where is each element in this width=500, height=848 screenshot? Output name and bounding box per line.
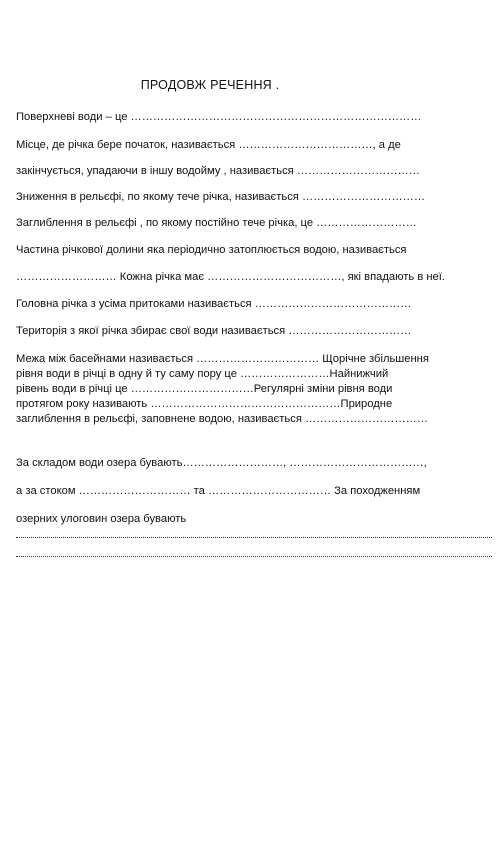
line-water-regime: протягом року називають ……………………………………………Природне [16, 398, 393, 410]
line-river-system: Головна річка з усіма притоками називається …………………………………… [16, 298, 412, 310]
line-river-basin: Територія з якої річка збирає свої води називається …………………………… [16, 325, 412, 337]
line-river-mouth: закінчується, упадаючи в іншу водойму , називається …………………………… [16, 165, 420, 177]
line-tributaries: ……………………… Кожна річка має ………………………………, які впадають в неї. [16, 271, 445, 283]
line-floodplain: Частина річкової долини яка періодично затоплюється водою, називається [16, 244, 407, 256]
line-surface-waters: Поверхневі води – це …………………………………………………………………… [16, 111, 422, 123]
line-low-water: рівень води в річці це ……………………………Регулярні зміни рівня води [16, 383, 393, 395]
line-flood: рівня води в річці в одну й ту саму пору це ……………………Найнижчий [16, 368, 389, 380]
line-lake-runoff: а за стоком ………………………… та …………………………… За походженням [16, 485, 421, 497]
line-river-valley: Зниження в рельєфі, по якому тече річка, називається …………………………… [16, 191, 426, 203]
answer-dotted-line-2 [16, 556, 492, 557]
line-watershed: Межа між басейнами називається …………………………… Щорічне збільшення [16, 353, 429, 365]
answer-dotted-line-1 [16, 537, 492, 538]
line-lake-composition: За складом води озера бувають………………………, ………………………………, [16, 457, 427, 469]
line-lake: заглиблення в рельєфі, заповнене водою, називається …………………………… [16, 413, 429, 425]
worksheet-title: ПРОДОВЖ РЕЧЕННЯ . [140, 78, 280, 92]
line-lake-origin: озерних улоговин озера бувають [16, 513, 187, 525]
line-river-source: Місце, де річка бере початок, називається ………………………………, а де [16, 139, 401, 151]
line-river-bed: Заглиблення в рельєфі , по якому постійно тече річка, це ……………………… [16, 217, 417, 229]
